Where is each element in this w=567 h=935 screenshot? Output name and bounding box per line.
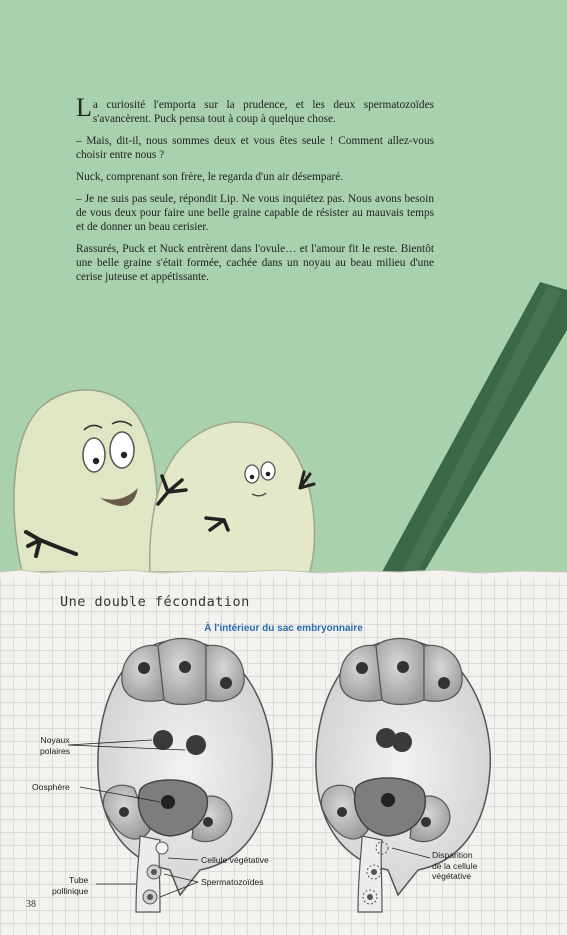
label-tube-pollinique: Tube pollinique	[52, 875, 89, 896]
drop-cap: L	[76, 93, 92, 122]
label-cellule-vegetative: Cellule végétative	[201, 855, 269, 865]
story-paragraph: Nuck, comprenant son frère, le regarda d'un air désemparé.	[76, 171, 344, 183]
story-paragraph: La curiosité l'emporta sur la prudence, et les deux spermatozoïdes s'avancèrent. Puck pensa tout à coup à quelque chose.	[76, 93, 434, 125]
story-paragraph: – Mais, dit-il, nous sommes deux et vous êtes seule ! Comment allez-vous choisir entre nous ?	[76, 135, 434, 161]
story-paragraph: – Je ne suis pas seule, répondit Lip. Ne vous inquiétez pas. Nous avons besoin de vous deux pour faire une belle graine capable de résister au mauvais temps et de donner un beau cerisier.	[76, 193, 434, 233]
embryo-sac-before	[98, 639, 272, 913]
diagram-title: À l'intérieur du sac embryonnaire	[204, 623, 363, 634]
label-noyaux-polaires: Noyaux polaires	[40, 735, 71, 756]
story-paragraph: Rassurés, Puck et Nuck entrèrent dans l'ovule… et l'amour fit le reste. Bientôt une belle graine s'était formée, cachée dans un noyau au beau milieu d'une cerise juteuse et appétissante.	[76, 243, 434, 283]
label-oosphere: Oosphère	[32, 782, 70, 792]
label-spermatozoides: Spermatozoïdes	[201, 877, 264, 887]
label-disparition: Disparition de la cellule végétative	[432, 850, 478, 881]
section-title: Une double fécondation	[60, 594, 250, 610]
page-number: 38	[26, 899, 36, 910]
